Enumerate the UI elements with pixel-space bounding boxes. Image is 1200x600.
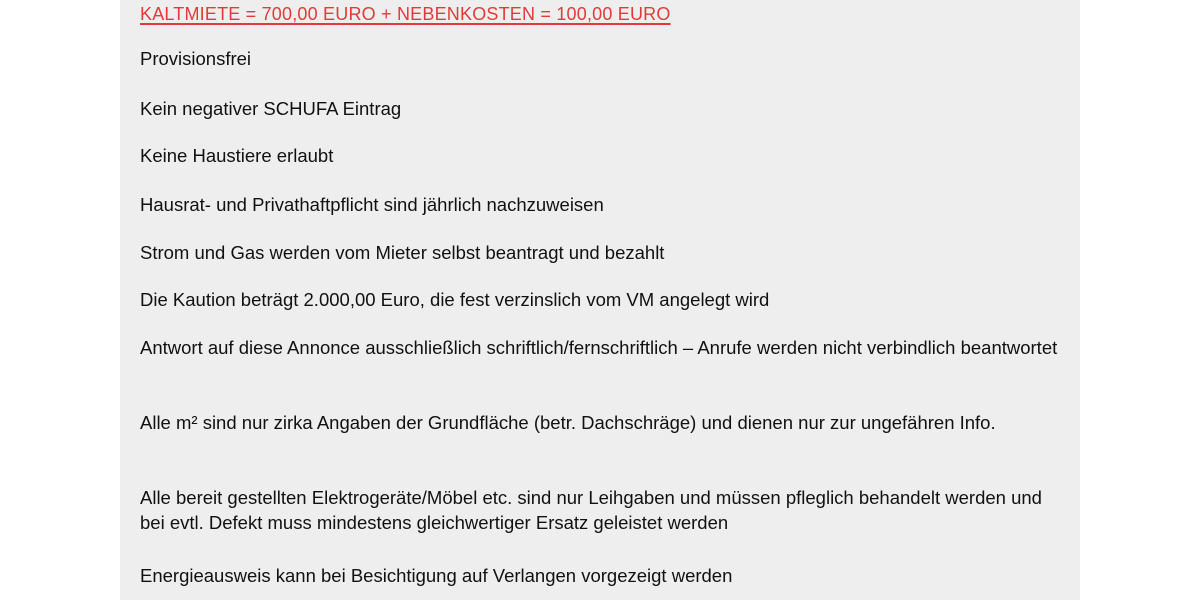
condition-deposit: Die Kaution beträgt 2.000,00 Euro, die fest verzinslich vom VM angelegt wird — [140, 289, 770, 310]
condition-pets: Keine Haustiere erlaubt — [140, 145, 334, 166]
condition-responses: Antwort auf diese Annonce ausschließlich schriftlich/fernschriftlich – Anrufe werden nicht verbindlich beantwortet — [140, 337, 1058, 358]
condition-energy-certificate: Energieausweis kann bei Besichtigung auf Verlangen vorgezeigt werden — [140, 565, 733, 586]
condition-schufa: Kein negativer SCHUFA Eintrag — [140, 98, 402, 119]
rent-headline: KALTMIETE = 700,00 EURO + NEBENKOSTEN = 100,00 EURO — [140, 4, 671, 24]
condition-furniture: Alle bereit gestellten Elektrogeräte/Möbel etc. sind nur Leihgaben und müssen pfleglich behandelt werden und bei evtl. Defekt muss mindestens gleichwertiger Ersatz geleistet werden — [140, 487, 1042, 533]
condition-insurance: Hausrat- und Privathaftpflicht sind jährlich nachzuweisen — [140, 194, 604, 215]
document-sheet — [120, 0, 1080, 600]
condition-floor-area: Alle m² sind nur zirka Angaben der Grundfläche (betr. Dachschräge) und dienen nur zur ungefähren Info. — [140, 412, 996, 433]
condition-utilities: Strom und Gas werden vom Mieter selbst beantragt und bezahlt — [140, 242, 665, 263]
condition-commission: Provisionsfrei — [140, 48, 252, 69]
